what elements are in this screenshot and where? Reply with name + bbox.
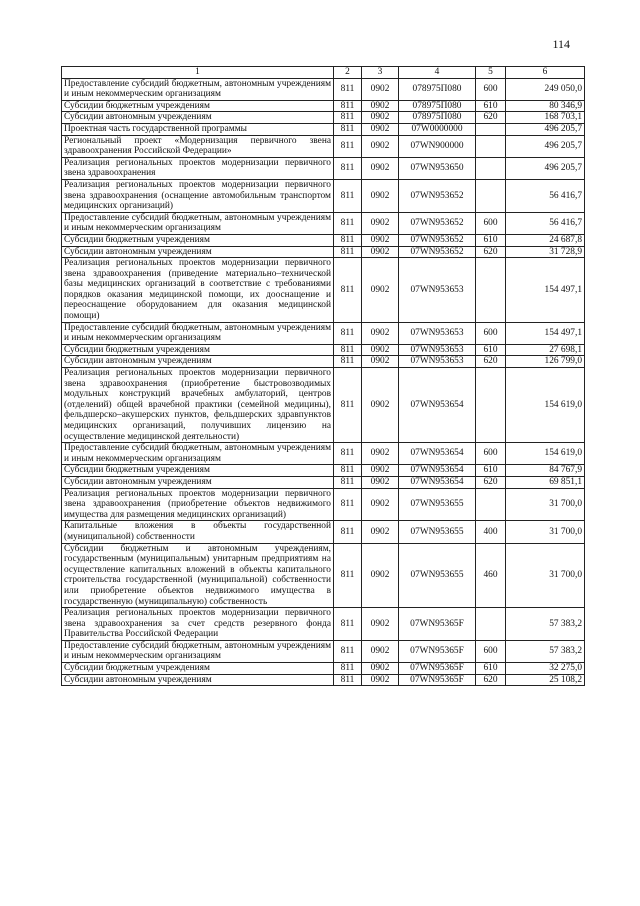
row-name-cell: Предоставление субсидий бюджетным, автономным учреждениям и иным некоммерческим организациям: [62, 78, 334, 100]
table-row: [62, 112, 585, 124]
row-name-cell: Региональный проект «Модернизация первичного звена здравоохранения Российской Федерации»: [62, 135, 334, 157]
row-name-cell: Субсидии бюджетным учреждениям: [62, 234, 334, 246]
row-expense-type-cell: 400: [476, 521, 506, 543]
row-section-cell: 0902: [362, 674, 399, 686]
table-row: [62, 608, 585, 641]
row-amount-cell: 154 619,0: [506, 368, 585, 443]
row-ministry-cell: 811: [334, 663, 362, 675]
table-row: [62, 100, 585, 112]
row-expense-type-cell: 610: [476, 344, 506, 356]
row-name-cell: Предоставление субсидий бюджетным, автономным учреждениям и иным некоммерческим организациям: [62, 322, 334, 344]
row-section-cell: 0902: [362, 78, 399, 100]
row-amount-cell: 168 703,1: [506, 112, 585, 124]
row-expense-type-cell: 610: [476, 465, 506, 477]
table-row: [62, 663, 585, 675]
row-name-cell: Предоставление субсидий бюджетным, автономным учреждениям и иным некоммерческим организациям: [62, 212, 334, 234]
row-section-cell: 0902: [362, 157, 399, 179]
row-target-cell: 07WN900000: [399, 135, 476, 157]
row-expense-type-cell: 460: [476, 543, 506, 608]
row-ministry-cell: 811: [334, 246, 362, 258]
table-row: [62, 543, 585, 608]
row-ministry-cell: 811: [334, 234, 362, 246]
row-amount-cell: 24 687,8: [506, 234, 585, 246]
row-section-cell: 0902: [362, 135, 399, 157]
row-expense-type-cell: 600: [476, 212, 506, 234]
row-section-cell: 0902: [362, 344, 399, 356]
table-row: [62, 212, 585, 234]
row-target-cell: 07WN953655: [399, 543, 476, 608]
header-row: [62, 67, 585, 79]
row-ministry-cell: 811: [334, 608, 362, 641]
row-target-cell: 078975П080: [399, 100, 476, 112]
row-section-cell: 0902: [362, 465, 399, 477]
row-ministry-cell: 811: [334, 212, 362, 234]
row-target-cell: 07W0000000: [399, 123, 476, 135]
table-row: [62, 465, 585, 477]
row-expense-type-cell: 600: [476, 640, 506, 662]
row-expense-type-cell: 620: [476, 674, 506, 686]
row-target-cell: 07WN953654: [399, 476, 476, 488]
row-name-cell: Субсидии автономным учреждениям: [62, 674, 334, 686]
header-col-4: 4: [399, 67, 476, 79]
row-section-cell: 0902: [362, 488, 399, 521]
row-section-cell: 0902: [362, 663, 399, 675]
page-number: 114: [552, 37, 570, 51]
row-name-cell: Субсидии бюджетным учреждениям: [62, 344, 334, 356]
table-row: [62, 322, 585, 344]
row-section-cell: 0902: [362, 100, 399, 112]
row-target-cell: 07WN953653: [399, 322, 476, 344]
table-row: [62, 521, 585, 543]
row-ministry-cell: 811: [334, 640, 362, 662]
row-amount-cell: 57 383,2: [506, 640, 585, 662]
row-amount-cell: 31 700,0: [506, 488, 585, 521]
row-ministry-cell: 811: [334, 322, 362, 344]
row-amount-cell: 496 205,7: [506, 123, 585, 135]
row-name-cell: Реализация региональных проектов модернизации первичного звена здравоохранения за счет средств резервного фонда Правительства Российской Федерации: [62, 608, 334, 641]
table-row: [62, 258, 585, 323]
row-ministry-cell: 811: [334, 465, 362, 477]
table-row: [62, 674, 585, 686]
row-name-cell: Проектная часть государственной программы: [62, 123, 334, 135]
row-ministry-cell: 811: [334, 368, 362, 443]
row-amount-cell: 80 346,9: [506, 100, 585, 112]
row-name-cell: Предоставление субсидий бюджетным, автономным учреждениям и иным некоммерческим организациям: [62, 443, 334, 465]
row-expense-type-cell: [476, 157, 506, 179]
row-target-cell: 078975П080: [399, 78, 476, 100]
row-amount-cell: 31 700,0: [506, 521, 585, 543]
table-row: [62, 344, 585, 356]
row-amount-cell: 56 416,7: [506, 212, 585, 234]
budget-table: [61, 66, 585, 686]
row-expense-type-cell: [476, 179, 506, 212]
table-row: [62, 157, 585, 179]
header-col-5: 5: [476, 67, 506, 79]
row-section-cell: 0902: [362, 179, 399, 212]
row-name-cell: Субсидии бюджетным и автономным учреждениям, государственным (муниципальным) унитарным предприятиям на осуществление капитальных вложений в объекты капитального строительства государственной (муниципальной) собственности или приобретение объектов недвижимого имущества в государственную (муниципальную) собственность: [62, 543, 334, 608]
row-amount-cell: 25 108,2: [506, 674, 585, 686]
header-col-1: 1: [62, 67, 334, 79]
row-expense-type-cell: [476, 608, 506, 641]
row-expense-type-cell: 610: [476, 234, 506, 246]
row-target-cell: 07WN953652: [399, 179, 476, 212]
row-target-cell: 07WN953654: [399, 465, 476, 477]
row-amount-cell: 69 851,1: [506, 476, 585, 488]
row-section-cell: 0902: [362, 443, 399, 465]
row-ministry-cell: 811: [334, 543, 362, 608]
row-expense-type-cell: 620: [476, 246, 506, 258]
row-amount-cell: 154 497,1: [506, 322, 585, 344]
row-target-cell: 07WN953655: [399, 488, 476, 521]
row-target-cell: 078975П080: [399, 112, 476, 124]
row-name-cell: Реализация региональных проектов модернизации первичного звена здравоохранения (оснащение автомобильным транспортом медицинских организаций): [62, 179, 334, 212]
table-row: [62, 234, 585, 246]
row-target-cell: 07WN953652: [399, 246, 476, 258]
row-name-cell: Реализация региональных проектов модернизации первичного звена здравоохранения: [62, 157, 334, 179]
row-name-cell: Субсидии бюджетным учреждениям: [62, 663, 334, 675]
row-expense-type-cell: 600: [476, 443, 506, 465]
row-ministry-cell: 811: [334, 112, 362, 124]
row-expense-type-cell: 610: [476, 663, 506, 675]
header-col-2: 2: [334, 67, 362, 79]
row-amount-cell: 249 050,0: [506, 78, 585, 100]
row-section-cell: 0902: [362, 543, 399, 608]
row-ministry-cell: 811: [334, 356, 362, 368]
row-target-cell: 07WN95365F: [399, 674, 476, 686]
row-amount-cell: 31 728,9: [506, 246, 585, 258]
row-amount-cell: 27 698,1: [506, 344, 585, 356]
row-target-cell: 07WN953652: [399, 212, 476, 234]
row-section-cell: 0902: [362, 112, 399, 124]
row-ministry-cell: 811: [334, 258, 362, 323]
row-section-cell: 0902: [362, 368, 399, 443]
table-row: [62, 443, 585, 465]
table-row: [62, 78, 585, 100]
row-amount-cell: 31 700,0: [506, 543, 585, 608]
row-name-cell: Субсидии автономным учреждениям: [62, 112, 334, 124]
row-name-cell: Субсидии бюджетным учреждениям: [62, 465, 334, 477]
row-amount-cell: 32 275,0: [506, 663, 585, 675]
table-row: [62, 135, 585, 157]
row-section-cell: 0902: [362, 212, 399, 234]
row-section-cell: 0902: [362, 234, 399, 246]
row-expense-type-cell: 620: [476, 112, 506, 124]
row-section-cell: 0902: [362, 640, 399, 662]
row-name-cell: Реализация региональных проектов модернизации первичного звена здравоохранения (приведение материально–технической базы медицинских организаций в соответствие с требованиями порядков оказания медицинской помощи, их дооснащение и переоснащение оборудованием для оказания медицинской помощи): [62, 258, 334, 323]
row-target-cell: 07WN95365F: [399, 663, 476, 675]
row-section-cell: 0902: [362, 258, 399, 323]
row-section-cell: 0902: [362, 322, 399, 344]
row-target-cell: 07WN953654: [399, 443, 476, 465]
row-name-cell: Субсидии автономным учреждениям: [62, 356, 334, 368]
row-name-cell: Субсидии бюджетным учреждениям: [62, 100, 334, 112]
row-expense-type-cell: [476, 258, 506, 323]
row-expense-type-cell: [476, 135, 506, 157]
row-name-cell: Предоставление субсидий бюджетным, автономным учреждениям и иным некоммерческим организациям: [62, 640, 334, 662]
row-section-cell: 0902: [362, 521, 399, 543]
row-amount-cell: 496 205,7: [506, 157, 585, 179]
row-ministry-cell: 811: [334, 488, 362, 521]
table-row: [62, 476, 585, 488]
row-expense-type-cell: 620: [476, 476, 506, 488]
row-name-cell: Реализация региональных проектов модернизации первичного звена здравоохранения (приобретение быстровозводимых модульных конструкций врачебных амбулаторий, центров (отделений) общей врачебной практики (семейной медицины), фельдшерско–акушерских пунктов, фельдшерских здравпунктов медицинских организаций, получивших лицензию на осуществление медицинской деятельности): [62, 368, 334, 443]
row-amount-cell: 84 767,9: [506, 465, 585, 477]
row-name-cell: Субсидии автономным учреждениям: [62, 476, 334, 488]
table-row: [62, 179, 585, 212]
table-row: [62, 368, 585, 443]
header-col-6: 6: [506, 67, 585, 79]
row-ministry-cell: 811: [334, 476, 362, 488]
row-name-cell: Реализация региональных проектов модернизации первичного звена здравоохранения (приобретение объектов недвижимого имущества для размещения медицинских организаций): [62, 488, 334, 521]
row-target-cell: 07WN953653: [399, 344, 476, 356]
row-ministry-cell: 811: [334, 344, 362, 356]
table-row: [62, 123, 585, 135]
row-expense-type-cell: [476, 488, 506, 521]
row-target-cell: 07WN953654: [399, 368, 476, 443]
row-ministry-cell: 811: [334, 135, 362, 157]
row-target-cell: 07WN953652: [399, 234, 476, 246]
row-target-cell: 07WN953655: [399, 521, 476, 543]
row-amount-cell: 154 619,0: [506, 443, 585, 465]
table-body: [62, 78, 585, 686]
row-amount-cell: 57 383,2: [506, 608, 585, 641]
row-expense-type-cell: 610: [476, 100, 506, 112]
row-target-cell: 07WN953653: [399, 356, 476, 368]
table-row: [62, 488, 585, 521]
row-amount-cell: 154 497,1: [506, 258, 585, 323]
row-expense-type-cell: 620: [476, 356, 506, 368]
row-name-cell: Субсидии автономным учреждениям: [62, 246, 334, 258]
row-section-cell: 0902: [362, 608, 399, 641]
row-amount-cell: 496 205,7: [506, 135, 585, 157]
row-ministry-cell: 811: [334, 123, 362, 135]
row-target-cell: 07WN953650: [399, 157, 476, 179]
table-row: [62, 246, 585, 258]
row-section-cell: 0902: [362, 476, 399, 488]
row-ministry-cell: 811: [334, 179, 362, 212]
row-expense-type-cell: 600: [476, 322, 506, 344]
table-row: [62, 640, 585, 662]
row-expense-type-cell: [476, 123, 506, 135]
row-amount-cell: 126 799,0: [506, 356, 585, 368]
row-target-cell: 07WN95365F: [399, 608, 476, 641]
row-amount-cell: 56 416,7: [506, 179, 585, 212]
row-ministry-cell: 811: [334, 157, 362, 179]
row-target-cell: 07WN953653: [399, 258, 476, 323]
row-ministry-cell: 811: [334, 100, 362, 112]
row-ministry-cell: 811: [334, 521, 362, 543]
row-ministry-cell: 811: [334, 443, 362, 465]
row-section-cell: 0902: [362, 123, 399, 135]
header-col-3: 3: [362, 67, 399, 79]
row-name-cell: Капитальные вложения в объекты государственной (муниципальной) собственности: [62, 521, 334, 543]
row-ministry-cell: 811: [334, 674, 362, 686]
row-section-cell: 0902: [362, 356, 399, 368]
row-expense-type-cell: [476, 368, 506, 443]
table-row: [62, 356, 585, 368]
row-section-cell: 0902: [362, 246, 399, 258]
row-ministry-cell: 811: [334, 78, 362, 100]
row-target-cell: 07WN95365F: [399, 640, 476, 662]
row-expense-type-cell: 600: [476, 78, 506, 100]
